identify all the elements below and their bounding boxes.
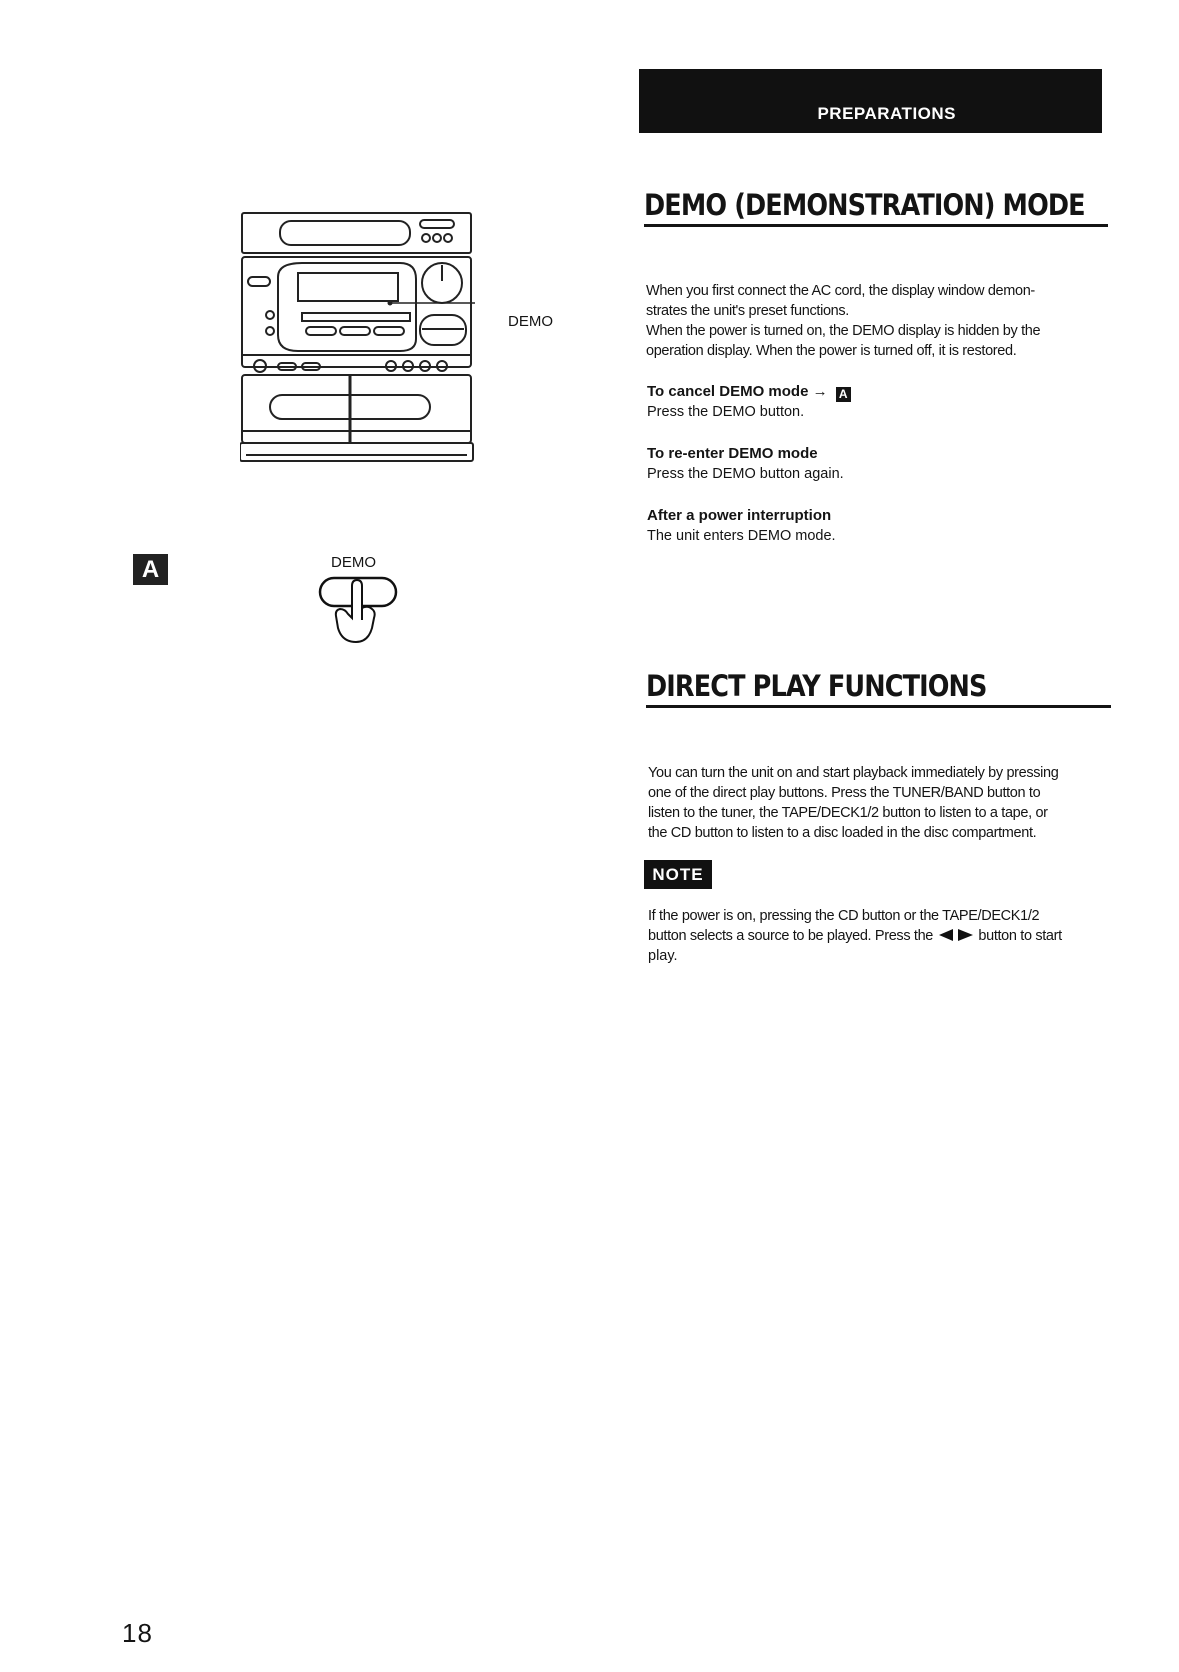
demo-intro-line-1: When you first connect the AC cord, the display window demon-: [646, 283, 1035, 299]
power-interruption-text: The unit enters DEMO mode.: [647, 528, 836, 544]
note-line-1: If the power is on, pressing the CD button or the TAPE/DECK1/2: [648, 908, 1040, 924]
direct-play-heading-rule: [646, 705, 1111, 708]
play-direction-icon: [939, 929, 973, 941]
note-line-2-start: button selects a source to be played. Press the: [648, 928, 934, 944]
cancel-demo-text: Press the DEMO button.: [647, 404, 805, 420]
power-interruption-heading: After a power interruption: [647, 507, 832, 524]
note-line-3: play.: [648, 948, 678, 964]
figure-marker-a: A: [836, 387, 851, 402]
demo-button-label: DEMO: [331, 554, 376, 571]
direct-play-line-4: the CD button to listen to a disc loaded in the disc compartment.: [648, 825, 1037, 841]
cancel-demo-heading-text: To cancel DEMO mode: [647, 383, 809, 400]
reenter-demo-heading: To re-enter DEMO mode: [647, 445, 818, 462]
note-line-2: [648, 926, 1062, 946]
note-badge: NOTE: [644, 860, 712, 889]
section-title: PREPARATIONS: [817, 104, 956, 123]
section-banner: [639, 69, 1102, 133]
finger-press-icon: [318, 574, 402, 646]
page-number: 18: [122, 1618, 153, 1648]
direct-play-heading: DIRECT PLAY FUNCTIONS: [646, 669, 987, 703]
cancel-demo-heading: [647, 382, 851, 402]
arrow-right-icon: →: [812, 383, 828, 400]
demo-intro-line-2: strates the unit's preset functions.: [646, 303, 849, 319]
demo-callout-label: DEMO: [508, 313, 553, 330]
demo-heading-rule: [644, 224, 1108, 227]
note-line-2-end: button to start: [978, 928, 1062, 944]
demo-intro-line-3: When the power is turned on, the DEMO display is hidden by the: [646, 323, 1041, 339]
direct-play-line-2: one of the direct play buttons. Press the TUNER/BAND button to: [648, 785, 1041, 801]
stereo-unit-illustration: [240, 205, 475, 485]
demo-intro-line-4: operation display. When the power is turned off, it is restored.: [646, 343, 1017, 359]
direct-play-line-3: listen to the tuner, the TAPE/DECK1/2 button to listen to a tape, or: [648, 805, 1048, 821]
direct-play-line-1: You can turn the unit on and start playback immediately by pressing: [648, 765, 1059, 781]
reenter-demo-text: Press the DEMO button again.: [647, 466, 844, 482]
demo-mode-heading: DEMO (DEMONSTRATION) MODE: [644, 188, 1085, 222]
figure-marker-a-large: A: [133, 554, 168, 585]
